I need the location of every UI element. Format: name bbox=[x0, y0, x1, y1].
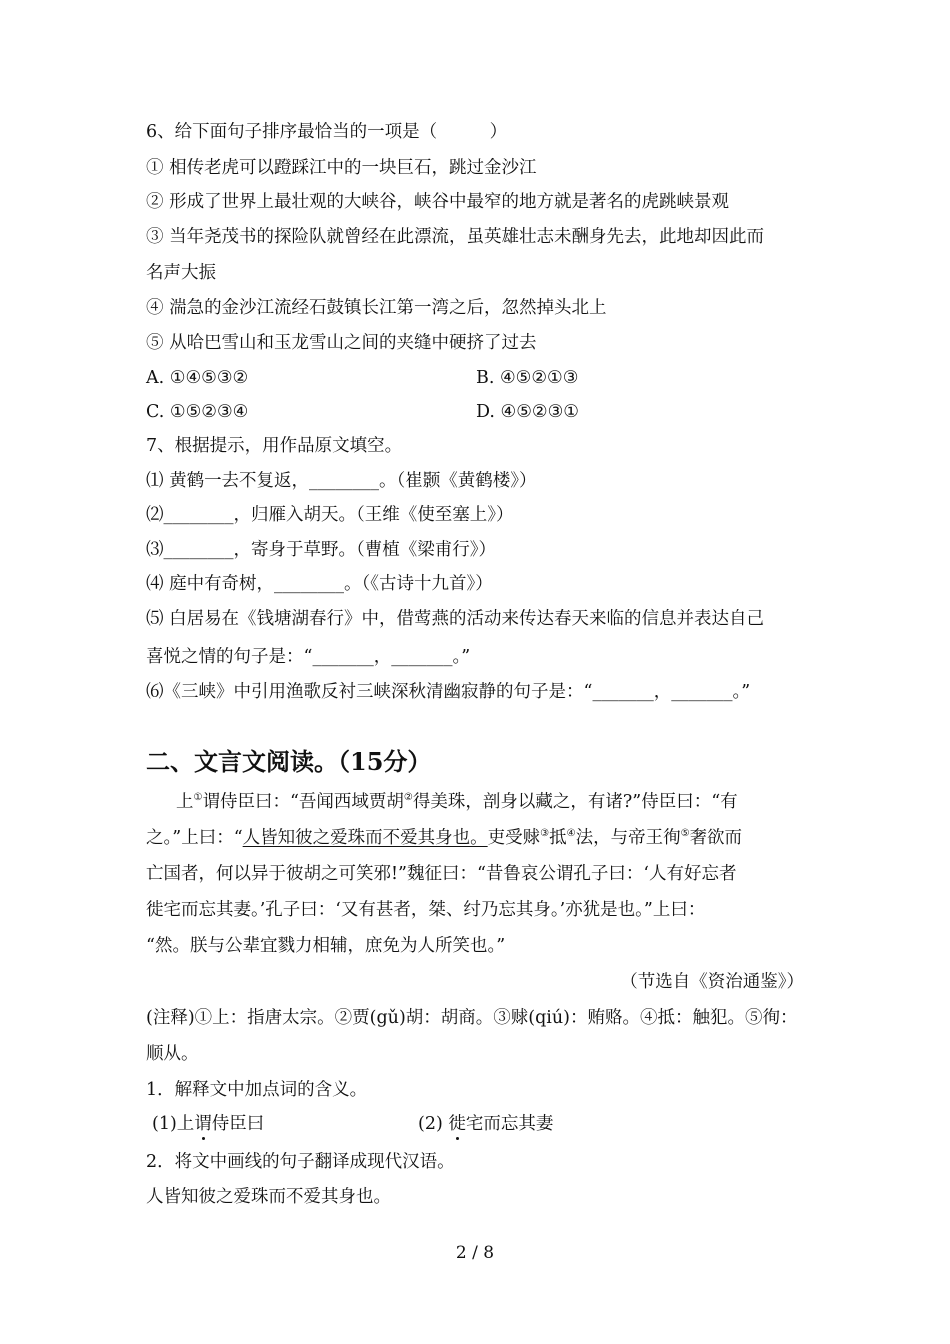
q6-item-4: ④ 湍急的金沙江流经石鼓镇长江第一湾之后，忽然掉头北上 bbox=[146, 298, 607, 318]
q6-item-2: ② 形成了世界上最壮观的大峡谷，峡谷中最窄的地方就是著名的虎跳峡景观 bbox=[146, 192, 730, 212]
q7-item-1: ⑴ 黄鹤一去不复返，________。（崔颢《黄鹤楼》） bbox=[146, 471, 537, 491]
passage-line-4: 徙宅而忘其妻。’孔子曰：‘又有甚者，桀、纣乃忘其身。’亦犹是也。”上曰： bbox=[146, 900, 706, 920]
q7-item-2: ⑵________，归雁入胡天。（王维《使至塞上》） bbox=[146, 505, 514, 525]
q6-item-3: ③ 当年尧茂书的探险队就曾经在此漂流，虽英雄壮志未酬身先去，此地却因此而 bbox=[146, 227, 765, 247]
sub-q2-sentence: 人皆知彼之爱珠而不爱其身也。 bbox=[146, 1187, 391, 1207]
q7-item-3: ⑶________，寄身于草野。（曹植《梁甫行》） bbox=[146, 540, 496, 560]
q7-item-4: ⑷ 庭中有奇树，________。（《古诗十九首》） bbox=[146, 574, 493, 594]
q7-stem: 7、根据提示，用作品原文填空。 bbox=[146, 436, 403, 456]
q7-item-6: ⑹《三峡》中引用渔歌反衬三峡深秋清幽寂静的句子是：“_______，_______。” bbox=[146, 682, 751, 702]
passage-line-1: 上①谓侍臣曰：“吾闻西域贾胡②得美珠，剖身以藏之，有诸?”侍臣曰：“有 bbox=[176, 792, 738, 812]
notes-line-1: (注释)①上：指唐太宗。②贾(gǔ)胡：胡商。③赇(qiú)：贿赂。④抵：触犯。⑤徇： bbox=[146, 1008, 798, 1028]
passage-line-2: 之。”上曰：“人皆知彼之爱珠而不爱其身也。吏受赇③抵④法，与帝王徇⑤奢欲而 bbox=[146, 828, 743, 848]
section-heading: 二、文言文阅读。（15分） bbox=[146, 747, 432, 776]
dotted-word: 谓 bbox=[194, 1114, 212, 1134]
underlined-sentence: 人皆知彼之爱珠而不爱其身也。 bbox=[242, 828, 488, 848]
dotted-word: 徙 bbox=[448, 1114, 466, 1134]
q7-item-5: ⑸ 白居易在《钱塘湖春行》中，借莺燕的活动来传达春天来临的信息并表达自己 bbox=[146, 609, 765, 629]
passage-line-5: “然。朕与公辈宜戮力相辅，庶免为人所笑也。” bbox=[146, 936, 506, 956]
q6-item-3-cont: 名声大振 bbox=[146, 263, 216, 283]
sub-q1-part-a: (1)上谓侍臣曰 bbox=[152, 1114, 265, 1134]
passage-source: （节选自《资治通鉴》） bbox=[620, 972, 804, 992]
q6-option-a: A. ①④⑤③② bbox=[146, 368, 249, 388]
sub-q1-stem: 1．解释文中加点词的含义。 bbox=[146, 1080, 368, 1100]
sub-q2-stem: 2．将文中画线的句子翻译成现代汉语。 bbox=[146, 1152, 455, 1172]
notes-line-2: 顺从。 bbox=[146, 1044, 199, 1064]
q6-item-5: ⑤ 从哈巴雪山和玉龙雪山之间的夹缝中硬挤了过去 bbox=[146, 333, 537, 353]
q6-option-d: D. ④⑤②③① bbox=[476, 402, 579, 422]
q7-item-5-cont: 喜悦之情的句子是：“_______，_______。” bbox=[146, 647, 471, 667]
q6-option-b: B. ④⑤②①③ bbox=[476, 368, 579, 388]
sub-q1-part-b: (2) 徙宅而忘其妻 bbox=[418, 1114, 554, 1134]
q6-item-1: ① 相传老虎可以蹬踩江中的一块巨石，跳过金沙江 bbox=[146, 158, 537, 178]
q6-stem: 6、给下面句子排序最恰当的一项是（ ） bbox=[146, 122, 508, 142]
q6-option-c: C. ①⑤②③④ bbox=[146, 402, 249, 422]
passage-line-3: 亡国者，何以异于彼胡之可笑邪!”魏征曰：“昔鲁哀公谓孔子曰：‘人有好忘者 bbox=[146, 864, 737, 884]
page-number: 2 / 8 bbox=[455, 1243, 495, 1263]
